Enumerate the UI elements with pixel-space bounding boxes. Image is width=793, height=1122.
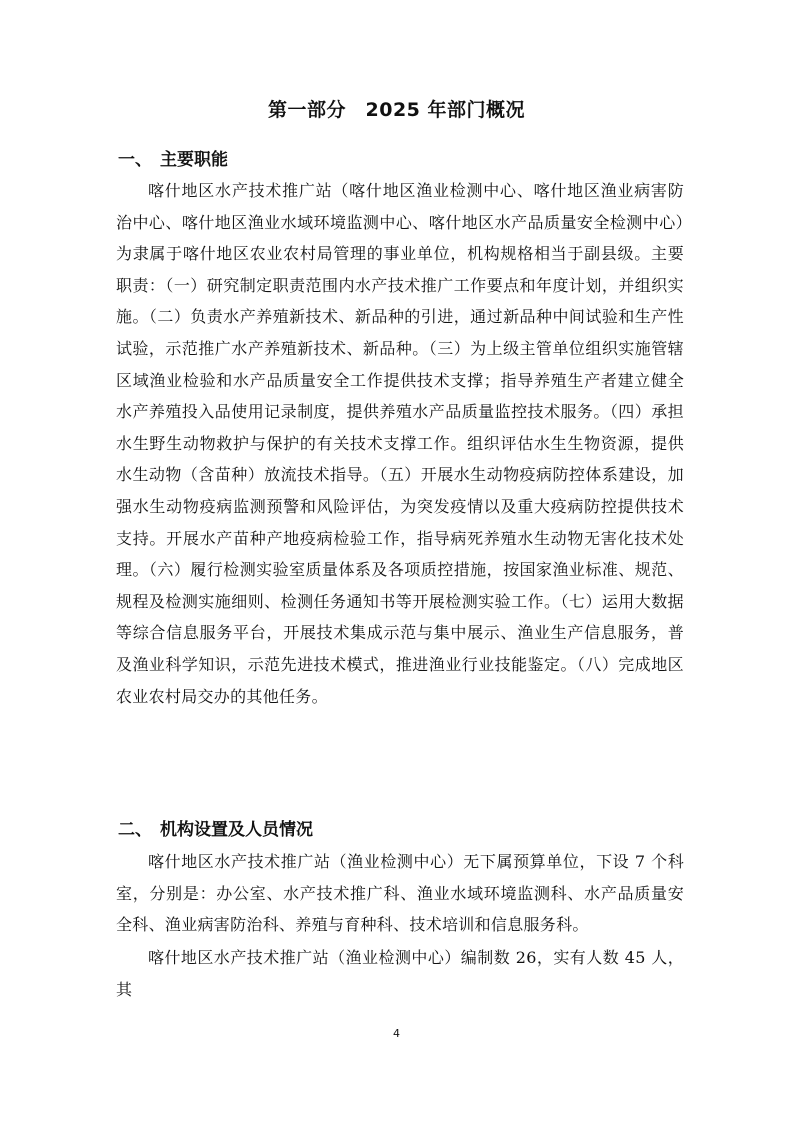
section-heading-functions (118, 145, 228, 175)
page-title: 第一部分 2025 年部门概况 (268, 99, 525, 121)
paragraph-departments: 喀什地区水产技术推广站（渔业检测中心）无下属预算单位，下设 7 个科室，分别是：办公室、水产技术推广科、渔业水域环境监测科、水产品质量安全科、渔业病害防治科、养殖与育种科、技术培训和信息服务科。 (116, 852, 684, 935)
section-number: 一、 (118, 150, 152, 170)
section-number: 二、 (118, 820, 152, 840)
section-heading-organization (118, 815, 313, 845)
paragraph-staffing: 喀什地区水产技术推广站（渔业检测中心）编制数 26，实有人数 45 人，其 (116, 948, 684, 999)
page-number: 4 (393, 1027, 400, 1040)
paragraph-main-functions: 喀什地区水产技术推广站（喀什地区渔业检测中心、喀什地区渔业病害防治中心、喀什地区渔业水域环境监测中心、喀什地区水产品质量安全检测中心）为隶属于喀什地区农业农村局管理的事业单位，机构规格相当于副县级。主要职责：（一）研究制定职责范围内水产技术推广工作要点和年度计划，并组织实施。（二）负责水产养殖新技术、新品种的引进，通过新品种中间试验和生产性试验，示范推广水产养殖新技术、新品种。（三）为上级主管单位组织实施管辖区域渔业检验和水产品质量安全工作提供技术支撑；指导养殖生产者建立健全水产养殖投入品使用记录制度，提供养殖水产品质量监控技术服务。（四）承担水生野生动物救护与保护的有关技术支撑工作。组织评估水生生物资源，提供水生动物（含苗种）放流技术指导。（五）开展水生动物疫病防控体系建设，加强水生动物疫病监测预警和风险评估，为突发疫情以及重大疫病防控提供技术支持。开展水产苗种产地疫病检验工作，指导病死养殖水生动物无害化技术处理。（六）履行检测实验室质量体系及各项质控措施，按国家渔业标准、规范、规程及检测实施细则、检测任务通知书等开展检测实验工作。（七）运用大数据等综合信息服务平台，开展技术集成示范与集中展示、渔业生产信息服务，普及渔业科学知识，示范先进技术模式，推进渔业行业技能鉴定。（八）完成地区农业农村局交办的其他任务。 (116, 181, 684, 706)
section-heading-text: 主要职能 (160, 150, 228, 170)
section-heading-text: 机构设置及人员情况 (160, 820, 313, 840)
